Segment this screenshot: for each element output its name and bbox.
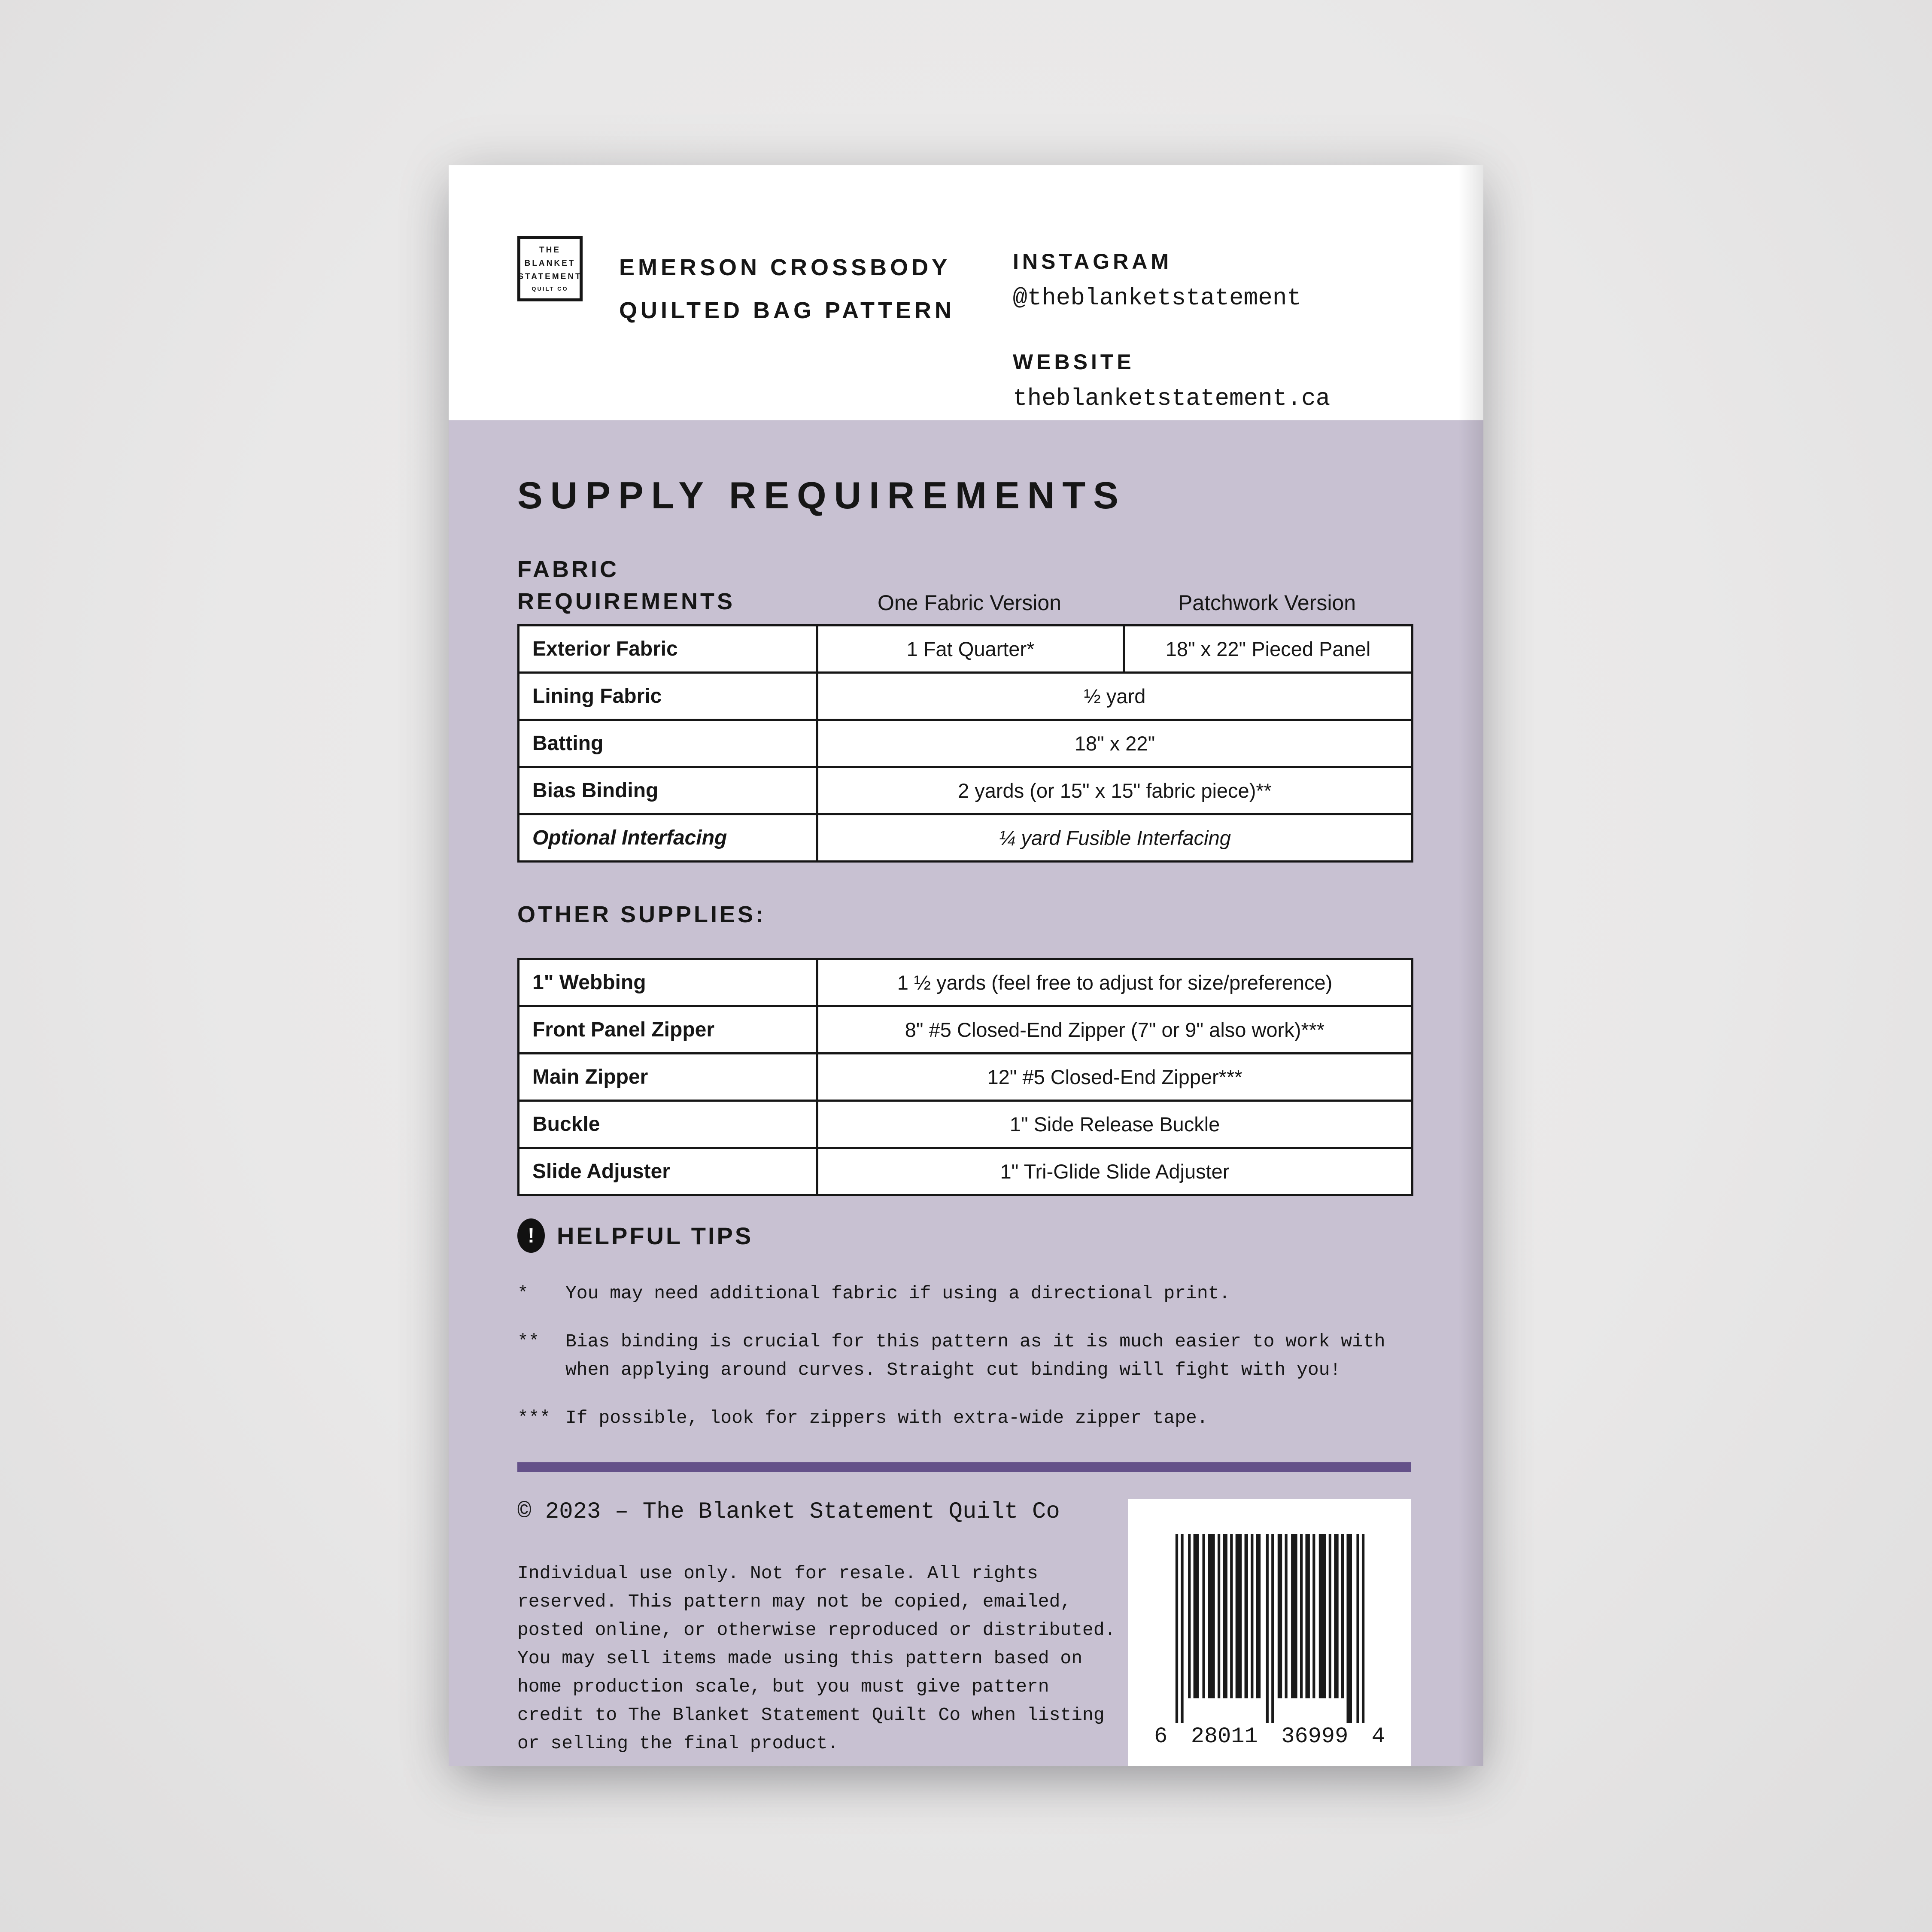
copyright-block xyxy=(517,1499,1118,1758)
cell-value: 1" Tri-Glide Slide Adjuster xyxy=(817,1148,1413,1195)
cell-value: 8" #5 Closed-End Zipper (7" or 9" also work)*** xyxy=(817,1006,1413,1054)
cell-patchwork: 18" x 22" Pieced Panel xyxy=(1124,626,1413,673)
logo-line: QUILT CO xyxy=(532,286,568,292)
row-label: Batting xyxy=(519,720,817,767)
fabric-table-headers xyxy=(517,553,1411,618)
fabric-requirements-heading xyxy=(517,553,816,618)
supply-requirements-section xyxy=(449,420,1483,1766)
copyright-line: © 2023 – The Blanket Statement Quilt Co xyxy=(517,1499,1060,1525)
tip-text: If possible, look for zippers with extra-wide zipper tape. xyxy=(565,1407,1208,1428)
cell-one-fabric: 1 Fat Quarter* xyxy=(817,626,1124,673)
column-header-one-fabric: One Fabric Version xyxy=(878,591,1061,615)
fabric-heading-line2: REQUIREMENTS xyxy=(517,589,735,614)
logo-line: STATEMENT xyxy=(518,272,582,281)
barcode xyxy=(1128,1499,1411,1766)
cell-value: 1" Side Release Buckle xyxy=(817,1101,1413,1148)
helpful-tips-header xyxy=(517,1218,1411,1253)
logo-line: BLANKET xyxy=(524,259,576,268)
pattern-title xyxy=(619,236,955,324)
fabric-heading-line1: FABRIC xyxy=(517,556,619,582)
row-label: Lining Fabric xyxy=(519,673,817,720)
brand-logo xyxy=(517,236,583,301)
table-row xyxy=(519,1006,1413,1054)
row-label: Main Zipper xyxy=(519,1054,817,1101)
row-label: Slide Adjuster xyxy=(519,1148,817,1195)
table-row xyxy=(519,720,1413,767)
barcode-digit-group: 4 xyxy=(1371,1724,1385,1749)
other-supplies-table xyxy=(517,958,1413,1196)
tip-text: You may need additional fabric if using a directional print. xyxy=(565,1283,1230,1304)
contact-info xyxy=(1013,236,1330,412)
cell-value: 1 ½ yards (feel free to adjust for size/preference) xyxy=(817,959,1413,1006)
instagram-label: INSTAGRAM xyxy=(1012,249,1173,273)
instagram-group xyxy=(1013,249,1330,312)
barcode-digit-group: 28011 xyxy=(1191,1724,1258,1749)
fabric-requirements-table xyxy=(517,624,1413,863)
section-title: SUPPLY REQUIREMENTS xyxy=(517,474,1126,516)
barcode-digits xyxy=(1151,1724,1388,1749)
website-label: WEBSITE xyxy=(1012,350,1135,374)
cell-value: 18" x 22" xyxy=(817,720,1413,767)
helpful-tips-list xyxy=(517,1279,1411,1432)
table-row xyxy=(519,673,1413,720)
table-row xyxy=(519,814,1413,862)
list-item xyxy=(517,1327,1411,1384)
instagram-handle: @theblanketstatement xyxy=(1012,284,1302,312)
table-row xyxy=(519,1148,1413,1195)
tip-marker: ** xyxy=(517,1331,540,1352)
list-item xyxy=(517,1279,1411,1308)
cell-value: 12" #5 Closed-End Zipper*** xyxy=(817,1054,1413,1101)
row-label: 1" Webbing xyxy=(519,959,817,1006)
header xyxy=(449,165,1483,420)
tip-marker: * xyxy=(517,1283,529,1304)
tip-text: Bias binding is crucial for this pattern as it is much easier to work with when applying around curves. Straight cut binding will fight with you! xyxy=(565,1331,1385,1380)
table-row xyxy=(519,767,1413,814)
table-row xyxy=(519,1101,1413,1148)
other-supplies-heading: OTHER SUPPLIES: xyxy=(517,902,766,927)
pattern-title-line2: QUILTED BAG PATTERN xyxy=(619,298,955,323)
row-label: Exterior Fabric xyxy=(519,626,817,673)
table-row xyxy=(519,626,1413,673)
footer xyxy=(517,1499,1411,1766)
helpful-tips-title: HELPFUL TIPS xyxy=(557,1222,753,1249)
purple-divider-bar xyxy=(517,1462,1411,1472)
pattern-back-cover xyxy=(449,165,1483,1766)
table-row xyxy=(519,1054,1413,1101)
tip-marker: *** xyxy=(517,1407,551,1428)
row-label: Bias Binding xyxy=(519,767,817,814)
barcode-digit-group: 36999 xyxy=(1281,1724,1349,1749)
logo-line: THE xyxy=(539,246,561,255)
cell-value: ½ yard xyxy=(817,673,1413,720)
list-item xyxy=(517,1404,1411,1432)
legal-text: Individual use only. Not for resale. All rights reserved. This pattern may not be copied, emailed, posted online, or otherwise reproduced or distributed. You may sell items made using this pattern based on home production scale, but you must give pattern credit to The Blanket Statement Quilt Co when listing or selling the final product. xyxy=(517,1563,1116,1754)
table-row xyxy=(519,959,1413,1006)
pattern-title-line1: EMERSON CROSSBODY xyxy=(619,255,951,280)
column-header-patchwork: Patchwork Version xyxy=(1178,591,1356,615)
website-url: theblanketstatement.ca xyxy=(1012,385,1331,412)
row-label: Optional Interfacing xyxy=(519,814,817,862)
barcode-digit-group: 6 xyxy=(1154,1724,1168,1749)
row-label: Buckle xyxy=(519,1101,817,1148)
website-group xyxy=(1013,349,1330,412)
cell-value: ¼ yard Fusible Interfacing xyxy=(817,814,1413,862)
cell-value: 2 yards (or 15" x 15" fabric piece)** xyxy=(817,767,1413,814)
exclamation-icon: ! xyxy=(517,1218,545,1253)
barcode-bars xyxy=(1166,1534,1373,1723)
row-label: Front Panel Zipper xyxy=(519,1006,817,1054)
